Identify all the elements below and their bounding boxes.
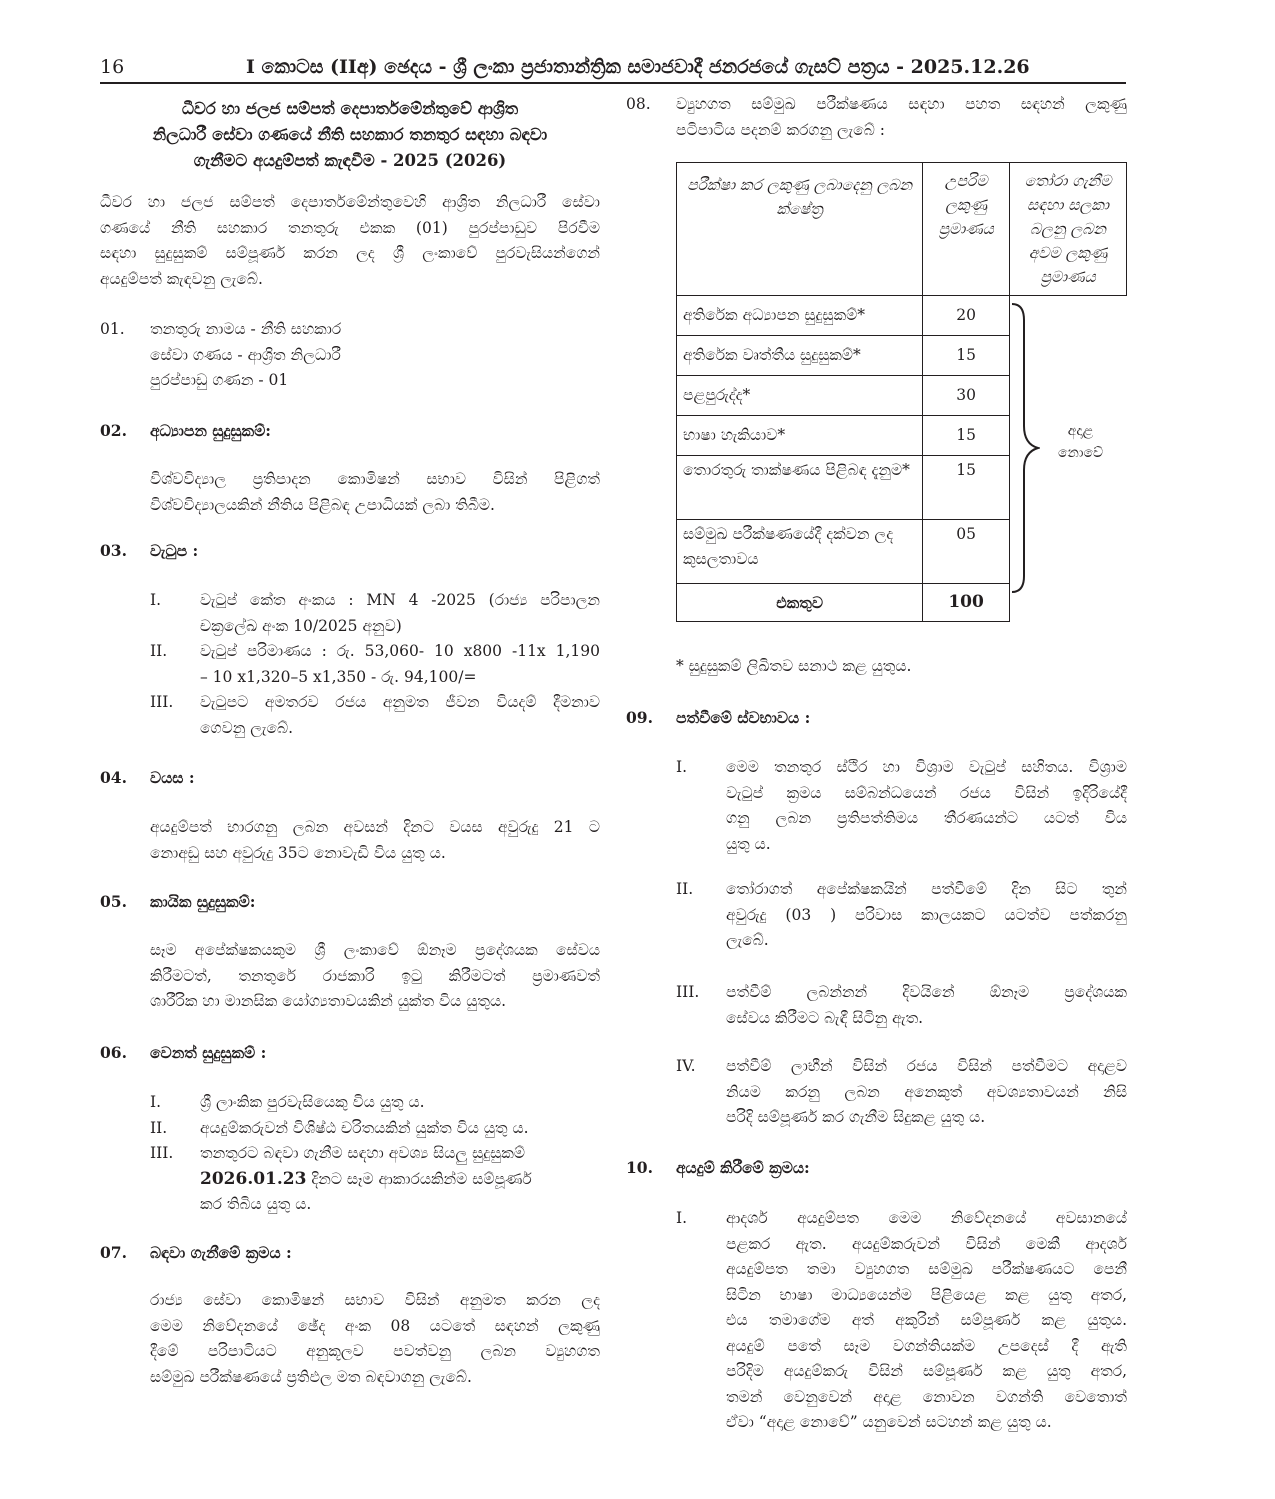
header-divider xyxy=(100,82,1126,84)
list-item: III. තනතුරට බඳවා ගැනීම සඳහා අවශ්‍ය සියලු සුදුසුකම් 2026.01.23 දිනට සෑම ආකාරයකින්ම සම්පූර්ණ කර තිබිය යුතු ය. xyxy=(150,1144,532,1213)
table-row: අතිරේක අධ්‍යාපන සුදුසුකම්* 20 අදාළ නොවේ xyxy=(677,296,1127,336)
notice-intro: ධීවර හා ජලජ සම්පත් දෙපාර්තමේන්තුවෙහි ආශ්‍රිත නිලධාරී සේවා ගණයේ නීති සහකාර තනතුරු එකක (01) පුරප්පාඩුව පිරවීම සඳහා සුදුසුකම් සම්පූර්ණ කරන ලද ශ්‍රී ලංකාවේ පුරවැසියන්ගෙන් අයදුම්පත් කැඳවනු ලැබේ. xyxy=(100,193,600,288)
section-03-list xyxy=(150,588,600,741)
section-04-body: අයදුම්පත් භාරගනු ලබන අවසන් දිනට වයස අවුරුදු 21 ට නොඅඩු සහ අවුරුදු 35ට නොවැඩි විය යුතු ය. xyxy=(150,818,600,862)
table-header-field: පරීක්ෂා කර ලකුණු ලබාදෙනු ලබන ක්ෂේත්‍ර xyxy=(677,163,923,296)
table-row: අතිරේක වෘත්තීය සුදුසුකම්* 15 xyxy=(677,336,1127,376)
section-09-item-1: I. මෙම තනතුර ස්ථිර හා විශ්‍රාම වැටුප් සහිතය. විශ්‍රාම වැටුප් ක්‍රමය සම්බන්ධයෙන් රජය විසින් ඉදිරියේදී ගනු ලබන ප්‍රතිපත්තිමය තීරණයන්ට යටත් විය යුතු ය. xyxy=(676,758,1127,853)
section-09-item-2: II. තෝරාගත් අපේක්ෂකයින් පත්වීමේ දින සිට තුන් අවුරුදු (03 ) පරිවාස කාලයකට යටත්ව පත්කරනු ලැබේ. xyxy=(676,880,1127,949)
table-footnote: * සුදුසුකම් ලිඛිතව සනාථ කළ යුතුය. xyxy=(676,657,912,675)
section-01-number: 01. xyxy=(100,320,125,338)
section-04-number: 04. xyxy=(100,768,127,787)
gazette-header-title: I කොටස (IIඅ) ඡෙදය - ශ්‍රී ලංකා ප්‍රජාතාන්ත්‍රික සමාජවාදී ජනරජයේ ගැසට් පත්‍රය - 2025.12.26 xyxy=(246,56,1030,78)
section-09-number: 09. xyxy=(626,708,653,727)
section-08-number: 08. xyxy=(626,95,651,113)
list-item: II. වැටුප් පරිමාණය : රු. 53,060- 10 x800 -11x 1,190 – 10 x1,320–5 x1,350 - රු. 94,100/= xyxy=(150,642,600,686)
table-row: භාෂා හැකියාව* 15 xyxy=(677,416,1127,456)
page-number: 16 xyxy=(100,56,125,78)
section-10-item-1: I. ආදර්ශ අයදුම්පත මෙම නිවේදනයේ අවසානයේ පළකර ඇත. අයදුම්කරුවන් විසින් මෙකී ආදර්ශ අයදුම්පත තමා ව්‍යුහගත සම්මුඛ පරීක්ෂණයට පෙනී සිටින භාෂා මාධ්‍යයෙන්ම පිළියෙළ කළ යුතු අතර, එය තමාගේම අත් අකුරින් සම්පූර්ණ කළ යුතුය. අයදුම් පතේ සෑම වගන්තියක්ම උපදෙස් දී ඇති පරිදිම අයදුම්කරු විසින් සම්පූර්ණ කළ යුතු අතර, තමන් වෙනුවෙන් අදාළ නොවන වගන්ති වෙතොත් ඒවා “අදාළ නොවේ” යනුවෙන් සටහන් කළ යුතු ය. xyxy=(676,1209,1127,1431)
section-03-heading: වැටුප : xyxy=(150,541,199,560)
table-row: පළපුරුද්ද* 30 xyxy=(677,376,1127,416)
section-06-list xyxy=(150,1090,600,1218)
section-07-number: 07. xyxy=(100,1243,127,1262)
table-row: සම්මුඛ පරීක්ෂණයේදී දක්වන ලද කුසලතාවය 05 xyxy=(677,520,1127,584)
marks-table xyxy=(676,162,1127,622)
notice-title: ධීවර හා ජලජ සම්පත් දෙපාර්තමේන්තුවේ ආශ්‍රිත නිලධාරී සේවා ගණයේ නීති සහකාර තනතුර සඳහා බඳවා ගැනීමට අයදුම්පත් කැඳවීම - 2025 (2026) xyxy=(152,99,548,170)
section-07-body: රාජ්‍ය සේවා කොමිෂන් සභාව විසින් අනුමත කරන ලද මෙම නිවේදනයේ ඡේද අංක 08 යටතේ සඳහන් ලකුණු දීමේ පරිපාටියට අනුකූලව පවත්වනු ලබන ව්‍යුහගත සම්මුඛ පරීක්ෂණයේ ප්‍රතිඵල මත බඳවාගනු ලැබේ. xyxy=(150,1291,600,1386)
section-03-number: 03. xyxy=(100,541,127,560)
section-05-body: සෑම අපේක්ෂකයකුම ශ්‍රී ලංකාවේ ඕනෑම ප්‍රදේශයක සේවය කිරීමටත්, තනතුරේ රාජකාරි ඉටු කිරීමටත් ප්‍රමාණවත් ශාරීරික හා මානසික යෝග්‍යතාවයකින් යුක්ත විය යුතුය. xyxy=(150,941,600,1010)
table-total-row: එකතුව 100 xyxy=(677,584,1127,622)
section-02-heading: අධ්‍යාපන සුදුසුකම්: xyxy=(150,421,271,440)
list-item: I. වැටුප් කේත අංකය : MN 4 -2025 (රාජ්‍ය පරිපාලන චක්‍රලේඛ අංක 10/2025 අනුව) xyxy=(150,591,600,635)
not-applicable-note: අදාළ නොවේ xyxy=(1058,423,1104,461)
list-item: I. ශ්‍රී ලාංකික පුරවැසියෙකු විය යුතු ය. xyxy=(150,1093,425,1111)
deadline-date: 2026.01.23 xyxy=(200,1168,307,1189)
list-item: III. වැටුපට අමතරව රජය අනුමත ජීවන වියදම් දීමනාව ගෙවනු ලැබේ. xyxy=(150,693,600,737)
section-05-number: 05. xyxy=(100,892,127,911)
section-06-number: 06. xyxy=(100,1043,127,1062)
table-row: තොරතුරු තාක්ෂණය පිළිබඳ දැනුම* 15 xyxy=(677,456,1127,520)
curly-brace-icon xyxy=(1010,296,1040,596)
section-07-heading: බඳවා ගැනීමේ ක්‍රමය : xyxy=(150,1243,292,1262)
table-header-max: උපරිම ලකුණු ප්‍රමාණය xyxy=(923,163,1010,296)
section-02-number: 02. xyxy=(100,421,127,440)
table-header-row xyxy=(677,163,1127,296)
list-item: II. අයදුම්කරුවන් විශිෂ්ඨ චරිතයකින් යුක්ත විය යුතු ය. xyxy=(150,1118,529,1137)
section-05-heading: කායික සුදුසුකම්: xyxy=(150,892,256,911)
table-header-min: තෝරා ගැනීම සඳහා සලකා බලනු ලබන අවම ලකුණු ප්‍රමාණය xyxy=(1010,163,1127,296)
section-06-heading: වෙනත් සුදුසුකම් : xyxy=(150,1043,267,1062)
section-08-intro: ව්‍යුහගත සම්මුඛ පරීක්ෂණය සඳහා පහත සඳහන් ලකුණු පටිපාටිය පදනම් කරගනු ලැබේ : xyxy=(676,95,1127,139)
section-02-body: විශ්වවිද්‍යාල ප්‍රතිපාදන කොමිෂන් සභාව විසින් පිළිගත් විශ්වවිද්‍යාලයකින් නීතිය පිළිබඳ උපාධියක් ලබා තිබීම. xyxy=(150,470,600,514)
section-04-heading: වයස : xyxy=(150,768,195,787)
section-09-heading: පත්වීමේ ස්වභාවය : xyxy=(676,708,811,727)
section-09-item-3: III. පත්වීම් ලබන්නන් දිවයිනේ ඕනෑම ප්‍රදේශයක සේවය කිරීමට බැඳී සිටිනු ඇත. xyxy=(676,983,1127,1027)
section-09-item-4: IV. පත්වීම් ලාභීන් විසින් රජය විසින් පත්වීමට අදාළව නියම කරනු ලබන අනෙකුත් අවශ්‍යතාවයන් නිසි පරිදි සම්පූර්ණ කර ගැනීම සිදුකළ යුතු ය. xyxy=(676,1057,1127,1126)
section-10-number: 10. xyxy=(626,1158,653,1177)
section-10-heading: අයදුම් කිරීමේ ක්‍රමය: xyxy=(676,1158,810,1177)
section-01-post-details: තනතුරු නාමය - නීති සහකාර සේවා ගණය - ආශ්‍රිත නිලධාරී පුරප්පාඩු ගණන - 01 xyxy=(150,320,342,389)
min-marks-cell xyxy=(1010,296,1127,622)
